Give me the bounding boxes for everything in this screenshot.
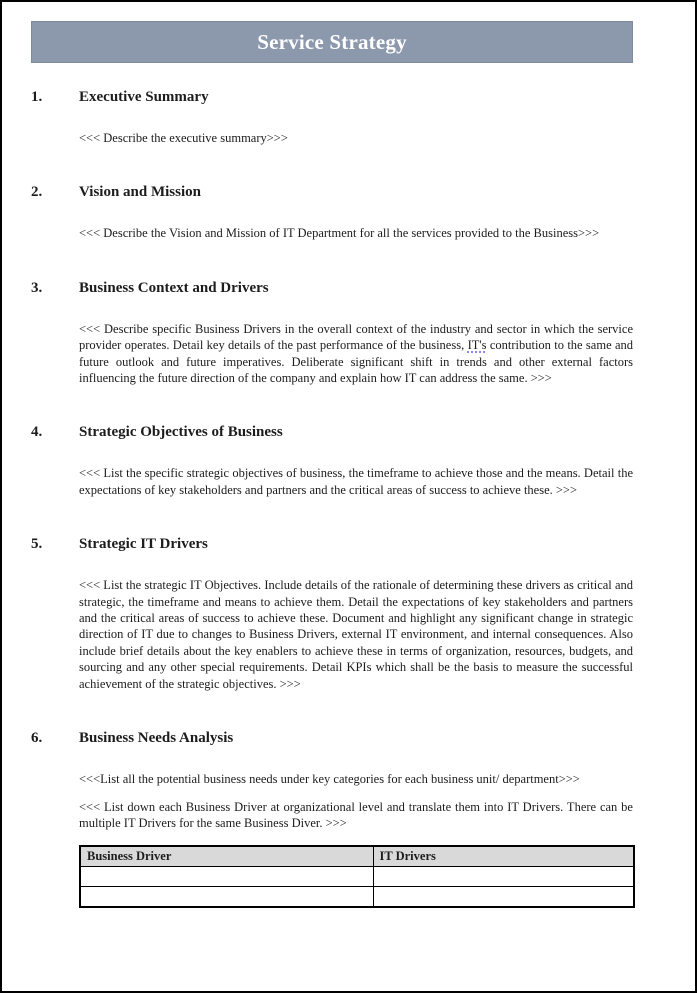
section-heading: Business Needs Analysis (79, 730, 234, 747)
section-paragraph: <<<List all the potential business needs under key categories for each business unit/ department>>> (79, 772, 580, 787)
section-number: 2. (31, 184, 43, 201)
paragraph-text: <<< Describe specific Business Drivers in the overall context of the industry and sector in which the service provider operates. Detail key details of the past performance of the business, (79, 321, 633, 353)
table-cell-empty (80, 887, 373, 908)
table-cell-empty (373, 867, 634, 887)
document-title: Service Strategy (257, 29, 407, 54)
table-header-it-drivers: IT Drivers (373, 846, 634, 867)
paragraph-text: contribution to the same and future outlook and future imperatives. Deliberate significant shift in trends and other external factors influencing the future direction of the company and explain how IT can address the same. >>> (79, 338, 634, 386)
section-heading-row (31, 89, 633, 106)
section-strategic-it-drivers (31, 536, 633, 692)
section-heading-row (31, 424, 633, 441)
section-heading-row (31, 280, 633, 297)
section-strategic-objectives-of-business (31, 424, 633, 498)
section-business-needs-analysis (31, 730, 633, 831)
section-heading-row (31, 184, 633, 201)
table-cell-empty (80, 867, 373, 887)
section-paragraph: <<< List down each Business Driver at organizational level and translate them into IT Drivers. There can be multiple IT Drivers for the same Business Diver. >>> (79, 799, 633, 830)
table-row (80, 887, 634, 908)
table-header-row (80, 846, 634, 867)
section-paragraph (79, 321, 633, 387)
table-row (80, 867, 634, 887)
section-number: 5. (31, 536, 43, 553)
section-heading: Vision and Mission (79, 184, 201, 201)
business-drivers-table (79, 845, 635, 908)
section-vision-and-mission (31, 184, 633, 241)
section-paragraph: <<< List the specific strategic objectives of business, the timeframe to achieve those and the means. Detail the expectations of key stakeholders and partners and the critical areas of success to achieve these. >>> (79, 466, 633, 497)
table-cell-empty (373, 887, 634, 908)
section-number: 1. (31, 89, 43, 105)
grammar-marked-word: IT's (467, 338, 487, 353)
table-header-business-driver: Business Driver (80, 846, 373, 867)
section-heading-row (31, 536, 633, 553)
section-number: 6. (31, 730, 43, 747)
title-banner (31, 21, 633, 63)
section-heading: Strategic IT Drivers (79, 536, 208, 553)
section-heading-row (31, 730, 633, 747)
section-executive-summary (31, 89, 633, 146)
section-paragraph: <<< List the strategic IT Objectives. Include details of the rationale of determining these drivers as critical and strategic, the timeframe and means to achieve them. Detail the expectations of key stakeholders and partners and the critical areas of success to achieve these. Document and highlight any significant change in strategic direction of IT due to changes to Business Drivers, external IT environment, and internal consequences. Also include brief details about the key enablers to achieve these in terms of organization, resources, budgets, and sourcing and any other special requirements. Detail KPIs which shall be the basis to measure the successful achievement of the strategic objectives. >>> (79, 578, 633, 691)
section-business-context-and-drivers (31, 280, 633, 387)
section-heading: Executive Summary (79, 89, 209, 105)
section-number: 4. (31, 424, 43, 441)
section-paragraph: <<< Describe the executive summary>>> (79, 131, 288, 145)
section-heading: Business Context and Drivers (79, 279, 269, 296)
section-number: 3. (31, 279, 43, 296)
section-heading: Strategic Objectives of Business (79, 424, 283, 441)
section-paragraph: <<< Describe the Vision and Mission of IT Department for all the services provided to the Business>>> (79, 226, 600, 241)
